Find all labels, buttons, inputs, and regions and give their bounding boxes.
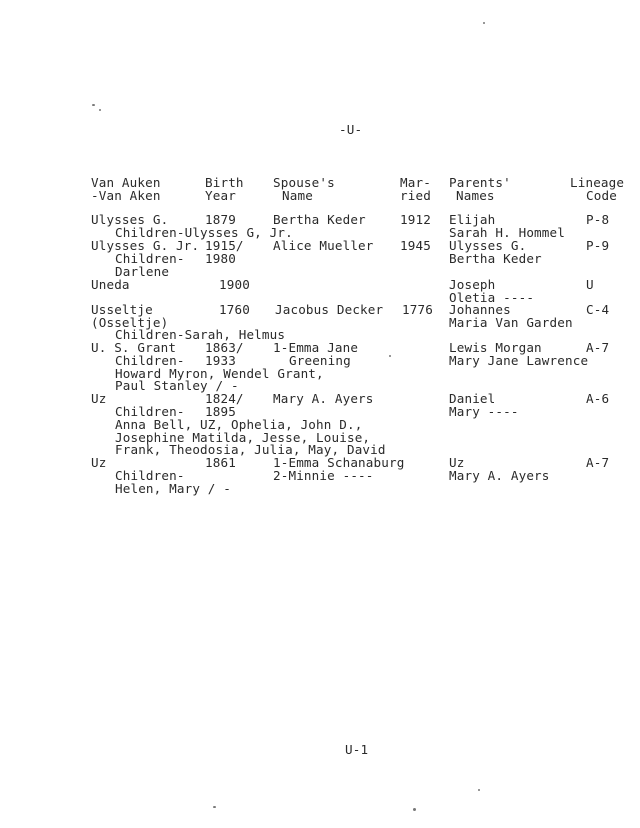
header-name-line1: Van Auken [91,175,161,190]
entry-children-names: Anna Bell, UZ, Ophelia, John D., [115,417,363,432]
entry-birth-year: 1824/ [205,391,244,406]
entry-parent-mother: Oletia ---- [449,290,535,305]
page-footer: U-1 [345,742,369,757]
entry-lineage-code: U [586,277,594,292]
header-lineage-line2: Code [586,188,617,203]
entry-parent-father: Uz [449,455,465,470]
scan-speck [99,109,101,111]
entry-spouse-second: 2-Minnie ---- [273,468,374,483]
header-married-line2: ried [400,188,431,203]
entry-name: Uneda [91,277,130,292]
entry-children-names: Howard Myron, Wendel Grant, [115,366,324,381]
entry-birth-year: 1900 [219,277,250,292]
entry-spouse-cont: Greening [289,353,351,368]
entry-name: Uz [91,391,107,406]
entry-lineage-code: A-7 [586,340,610,355]
scan-speck [92,104,95,106]
header-parents-line1: Parents' [449,175,511,190]
entry-spouse: Mary A. Ayers [273,391,374,406]
entry-children-label: Children- [115,353,185,368]
entry-children-names-cont: Paul Stanley / - [115,378,239,393]
entry-children-names-cont2: Frank, Theodosia, Julia, May, David [115,442,386,457]
entry-married-year: 1776 [402,302,433,317]
entry-lineage-code: A-7 [586,455,610,470]
scan-speck [478,789,480,791]
entry-name: Ulysses G. [91,212,169,227]
entry-children: Children-Sarah, Helmus [115,327,286,342]
header-birth-line1: Birth [205,175,244,190]
scan-speck [483,22,485,24]
entry-parent-father: Elijah [449,212,496,227]
entry-death-year: 1933 [205,353,236,368]
entry-parent-mother: Sarah H. Hommel [449,225,565,240]
entry-children-names: Darlene [115,264,170,279]
header-lineage-line1: Lineage [570,175,625,190]
entry-parent-father: Ulysses G. [449,238,527,253]
entry-married-year: 1912 [400,212,431,227]
entry-parent-father: Joseph [449,277,496,292]
entry-children-names-cont: Josephine Matilda, Jesse, Louise, [115,430,371,445]
entry-lineage-code: A-6 [586,391,610,406]
entry-spouse: Jacobus Decker [275,302,384,317]
entry-spouse: 1-Emma Jane [273,340,359,355]
entry-lineage-code: C-4 [586,302,610,317]
header-birth-line2: Year [205,188,236,203]
entry-spouse: 1-Emma Schanaburg [273,455,405,470]
entry-birth-year: 1915/ [205,238,244,253]
entry-parent-mother: Mary ---- [449,404,519,419]
entry-death-year: 1980 [205,251,236,266]
entry-spouse: Alice Mueller [273,238,374,253]
entry-birth-year: 1760 [219,302,250,317]
entry-children-label: Children- [115,468,185,483]
header-parents-line2: Names [456,188,495,203]
entry-parent-mother: Bertha Keder [449,251,542,266]
entry-birth-year: 1863/ [205,340,244,355]
entry-name: Uz [91,455,107,470]
header-spouse-line2: Name [282,188,313,203]
entry-parent-father: Lewis Morgan [449,340,542,355]
entry-parent-mother: Maria Van Garden [449,315,573,330]
entry-birth-year: 1861 [205,455,236,470]
entry-name: Usseltje [91,302,153,317]
entry-married-year: 1945 [400,238,431,253]
entry-birth-year: 1879 [205,212,236,227]
entry-lineage-code: P-8 [586,212,610,227]
header-married-line1: Mar- [400,175,431,190]
entry-name-alt: (Osseltje) [91,315,169,330]
entry-children-label: Children- [115,404,185,419]
entry-name: Ulysses G. Jr. [91,238,200,253]
header-spouse-line1: Spouse's [273,175,335,190]
entry-lineage-code: P-9 [586,238,610,253]
entry-parent-mother: Mary Jane Lawrence [449,353,589,368]
scan-speck [413,808,416,811]
entry-children: Children-Ulysses G, Jr. [115,225,293,240]
entry-parent-father: Daniel [449,391,496,406]
entry-death-year: 1895 [205,404,236,419]
entry-children-label: Children- [115,251,185,266]
header-name-line2: -Van Aken [91,188,161,203]
scan-speck [213,806,216,808]
entry-parent-father: Johannes [449,302,511,317]
entry-name: U. S. Grant [91,340,177,355]
page-header: -U- [339,122,363,137]
scan-speck [389,355,391,357]
entry-parent-mother: Mary A. Ayers [449,468,550,483]
entry-spouse: Bertha Keder [273,212,366,227]
entry-children-names: Helen, Mary / - [115,481,231,496]
